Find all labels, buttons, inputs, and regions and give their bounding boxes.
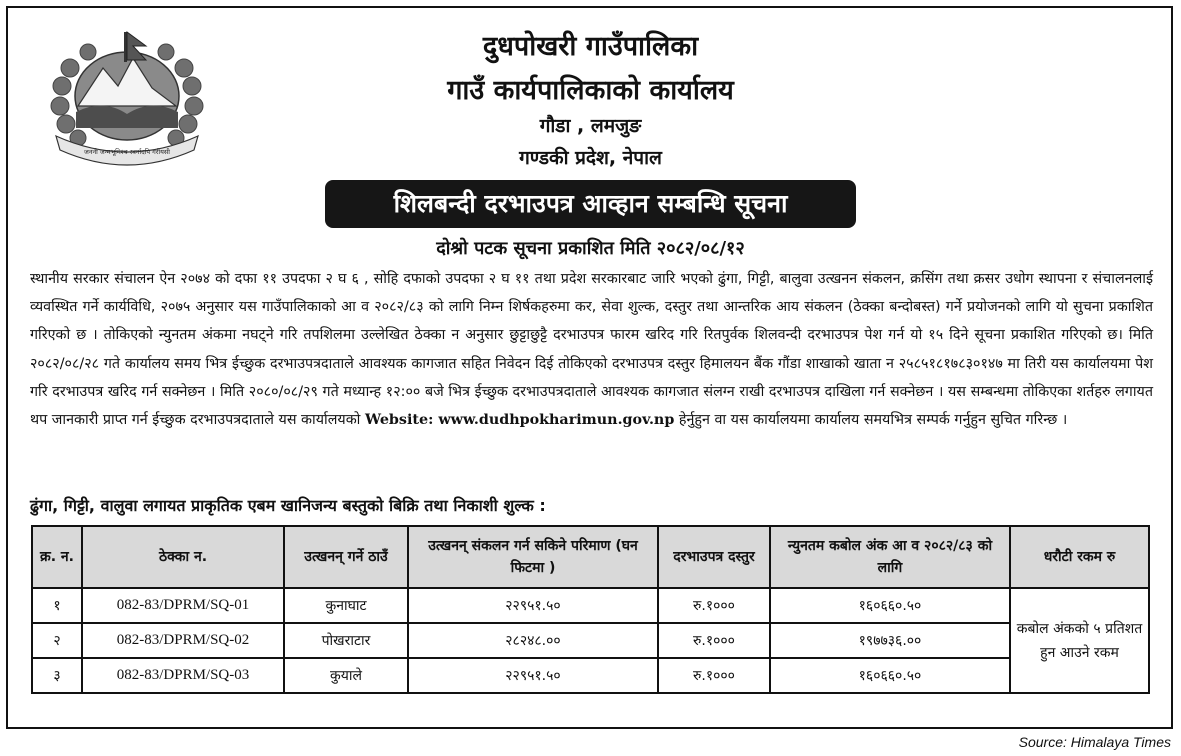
table-header-row — [32, 526, 1149, 588]
notice-body — [30, 265, 1153, 434]
cell-min-bid: १६०६६०.५० — [770, 658, 1010, 693]
cell-min-bid: १९७७३६.०० — [770, 623, 1010, 658]
svg-text:जननी जन्मभूमिश्च स्वर्गादपि गर: जननी जन्मभूमिश्च स्वर्गादपि गरीयसी — [84, 148, 170, 156]
cell-quantity: २८२४८.०० — [408, 623, 658, 658]
cell-contract: 082-83/DPRM/SQ-02 — [82, 623, 284, 658]
province-country: गण्डकी प्रदेश, नेपाल — [519, 147, 662, 169]
cell-fee: रु.१००० — [658, 658, 770, 693]
cell-quantity: २२९५१.५० — [408, 658, 658, 693]
table-row — [32, 588, 1149, 623]
cell-contract: 082-83/DPRM/SQ-01 — [82, 588, 284, 623]
cell-sn: १ — [32, 588, 82, 623]
cell-site: कुयाले — [284, 658, 408, 693]
cell-site: पोखराटार — [284, 623, 408, 658]
municipality-name: दुधपोखरी गाउँपालिका — [482, 31, 699, 62]
website-link[interactable]: Website: www.dudhpokharimun.gov.np — [364, 412, 675, 429]
col-quantity: उत्खनन् संकलन गर्न सकिने परिमाण (घन फिटमा ) — [408, 526, 658, 588]
source-credit: Source: Himalaya Times — [1018, 734, 1171, 750]
col-min-bid: न्युनतम कबोल अंक आ व २०८२/८३ को लागि — [770, 526, 1010, 588]
col-site: उत्खनन् गर्ने ठाउँ — [284, 526, 408, 588]
notice-title: शिलबन्दी दरभाउपत्र आव्हान सम्बन्धि सूचना — [325, 180, 856, 228]
table-row — [32, 658, 1149, 693]
cell-sn: २ — [32, 623, 82, 658]
col-fee: दरभाउपत्र दस्तुर — [658, 526, 770, 588]
table-row — [32, 623, 1149, 658]
body-text: स्थानीय सरकार संचालन ऐन २०७४ को दफा ११ उपदफा २ घ ६ , सोहि दफाको उपदफा २ घ ११ तथा प्रदेश सरकारबाट जारि भएको ढुंगा, गिट्टी, बालुवा उत्खनन संकलन, क्रसिंग तथा क्रसर उधोग स्थापना र संचालनलाई व्यवस्थित गर्ने कार्यविधि, २०७५ अनुसार यस गाउँपालिकाको आ व २०८२/८३ को लागि निम्न शिर्षकहरुमा कर, सेवा शुल्क, दस्तुर तथा आन्तरिक आय संकलन (ठेक्का बन्दोबस्त) गर्ने प्रयोजनको लागि यो सुचना प्रकाशित गरिएको छ । तोकिएको न्युनतम अंकमा नघट्ने गरि तपशिलमा उल्लेखित ठेक्का न अनुसार छुट्टाछुट्टै दरभाउपत्र फारम खरिद गरि रितपुर्वक शिलवन्दी दरभाउपत्र पेश गर्न यो १५ दिने सूचना प्रकाशित गरिएको छ। मिति २०८२/०८/२८ गते कार्यालय समय भित्र ईच्छुक दरभाउपत्रदाताले आवश्यक कागजात सहित निवेदन दिई तोकिएको दरभाउपत्र दस्तुर हिमालयन बैंक गौंडा शाखाको खाता न २५८५१८१७८३०१४७ मा तिरी यस कार्यालयमा पेश गरि दरभाउपत्र खरिद गर्न सक्नेछन । मिति २०८०/०८/२९ गते मध्यान्ह १२:०० बजे भित्र ईच्छुक दरभाउपत्रदाताले आवश्यक कागजात संलग्न राखी दरभाउपत्र दाखिला गर्न सक्नेछन । यस सम्बन्धमा तोकिएका शर्तहरु लगायत थप जानकारी प्राप्त गर्न ईच्छुक दरभाउपत्रदाताले यस कार्यालयको — [30, 271, 1153, 429]
cell-fee: रु.१००० — [658, 623, 770, 658]
col-contract: ठेक्का न. — [82, 526, 284, 588]
cell-contract: 082-83/DPRM/SQ-03 — [82, 658, 284, 693]
office-name: गाउँ कार्यपालिकाको कार्यालय — [447, 75, 734, 106]
cell-site: कुनाघाट — [284, 588, 408, 623]
col-sn: क्र. न. — [32, 526, 82, 588]
body-text-end: हेर्नुहुन वा यस कार्यालयमा कार्यालय समयभित्र सम्पर्क गर्नुहुन सुचित गरिन्छ । — [678, 412, 1068, 429]
cell-sn: ३ — [32, 658, 82, 693]
cell-quantity: २२९५१.५० — [408, 588, 658, 623]
table-heading: ढुंगा, गिट्टी, वालुवा लगायत प्राकृतिक एबम खानिजन्य बस्तुको बिक्रि तथा निकाशी शुल्क : — [30, 496, 546, 515]
cell-deposit: कबोल अंकको ५ प्रतिशत हुन आउने रकम — [1010, 588, 1149, 693]
publication-date: दोश्रो पटक सूचना प्रकाशित मिति २०८२/०८/१२ — [436, 238, 745, 259]
cell-min-bid: १६०६६०.५० — [770, 588, 1010, 623]
office-location: गौडा , लमजुङ — [539, 115, 642, 137]
cell-fee: रु.१००० — [658, 588, 770, 623]
col-deposit: धरौटी रकम रु — [1010, 526, 1149, 588]
fee-table — [31, 525, 1150, 694]
